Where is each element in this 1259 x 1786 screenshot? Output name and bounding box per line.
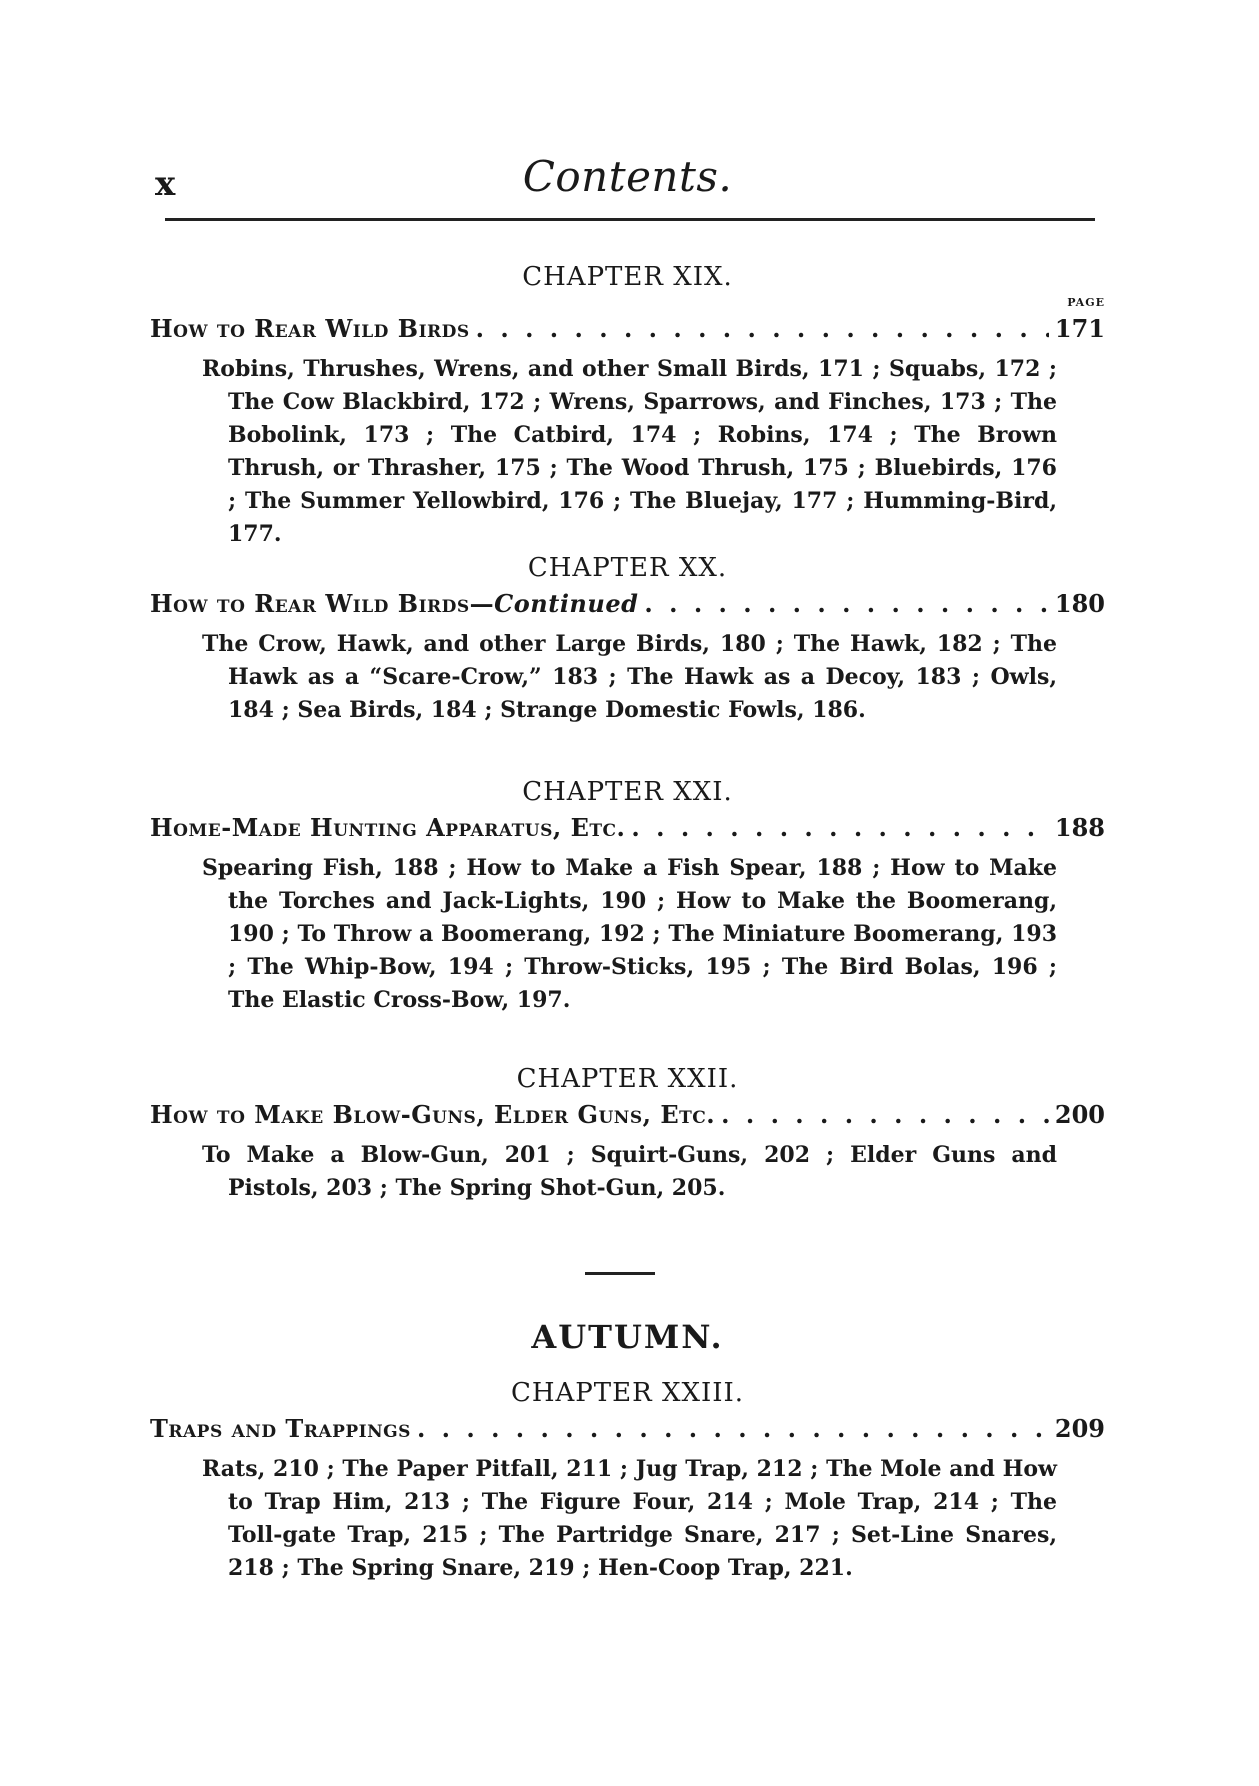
toc-entry[interactable] [150,589,1105,618]
chapter-page: 200 [1054,1100,1105,1129]
chapter-page: 209 [1054,1414,1105,1443]
chapter-page: 180 [1054,589,1105,618]
header-rule [165,218,1095,221]
page-column-label: PAGE [1067,296,1105,309]
chapter-heading: CHAPTER XXIII. [510,1378,745,1408]
leader-dots [644,589,1049,618]
chapter-xxiii [150,1378,1105,1585]
chapter-heading: CHAPTER XX. [527,553,728,583]
section-heading: AUTUMN. [531,1318,724,1356]
chapter-description: Spearing Fish, 188 ; How to Make a Fish Spear, 188 ; How to Make the Torches and Jack-Lights, 190 ; How to Make the Boomerang, 190 ; To Throw a Boomerang, 192 ; The Miniature Boomerang, 193 ; The Whip-Bow, 194 ; Throw-Sticks, 195 ; The Bird Bolas, 196 ; The Elastic Cross-Bow, 197. [202,855,1057,1013]
chapter-title: Traps and Trappings [150,1414,411,1443]
page-number: x [155,164,176,204]
toc-entry[interactable] [150,1414,1105,1443]
leader-dots [417,1414,1049,1443]
chapter-title: How to Make Blow-Guns, Elder Guns, Etc. [150,1100,716,1129]
leader-dots [721,1100,1049,1129]
chapter-description: To Make a Blow-Gun, 201 ; Squirt-Guns, 202 ; Elder Guns and Pistols, 203 ; The Spring Shot-Gun, 205. [202,1142,1057,1201]
chapter-xx [150,553,1105,727]
section-divider [585,1272,655,1275]
chapter-heading: CHAPTER XIX. [522,262,733,292]
leader-dots [476,314,1049,343]
toc-entry[interactable] [150,813,1105,842]
chapter-description: Robins, Thrushes, Wrens, and other Small Birds, 171 ; Squabs, 172 ; The Cow Blackbird, 172 ; Wrens, Sparrows, and Finches, 173 ; The Bobolink, 173 ; The Catbird, 174 ; Robins, 174 ; The Brown Thrush, or Thrasher, 175 ; The Wood Thrush, 175 ; Bluebirds, 176 ; The Summer Yellowbird, 176 ; The Bluejay, 177 ; Humming-Bird, 177. [202,356,1057,547]
page-title: Contents. [522,152,733,201]
chapter-xix [150,262,1105,551]
chapter-xxii [150,1064,1105,1205]
chapter-page: 188 [1054,813,1105,842]
toc-entry[interactable] [150,1100,1105,1129]
chapter-heading: CHAPTER XXI. [522,777,733,807]
chapter-heading: CHAPTER XXII. [516,1064,739,1094]
chapter-description: Rats, 210 ; The Paper Pitfall, 211 ; Jug Trap, 212 ; The Mole and How to Trap Him, 213 ; The Figure Four, 214 ; Mole Trap, 214 ; The Toll-gate Trap, 215 ; The Partridge Snare, 217 ; Set-Line Snares, 218 ; The Spring Snare, 219 ; Hen-Coop Trap, 221. [202,1456,1057,1581]
page-header [155,152,1100,222]
chapter-page: 171 [1054,314,1105,343]
chapter-title: How to Rear Wild Birds—Continued [150,589,639,618]
chapter-description: The Crow, Hawk, and other Large Birds, 180 ; The Hawk, 182 ; The Hawk as a “Scare-Crow,” 183 ; The Hawk as a Decoy, 183 ; Owls, 184 ; Sea Birds, 184 ; Strange Domestic Fowls, 186. [202,631,1057,723]
toc-entry[interactable] [150,314,1105,343]
chapter-xxi [150,777,1105,1017]
chapter-title: How to Rear Wild Birds [150,314,470,343]
chapter-title: Home-Made Hunting Apparatus, Etc. [150,813,626,842]
continued-label: Continued [494,589,639,618]
leader-dots [631,813,1048,842]
